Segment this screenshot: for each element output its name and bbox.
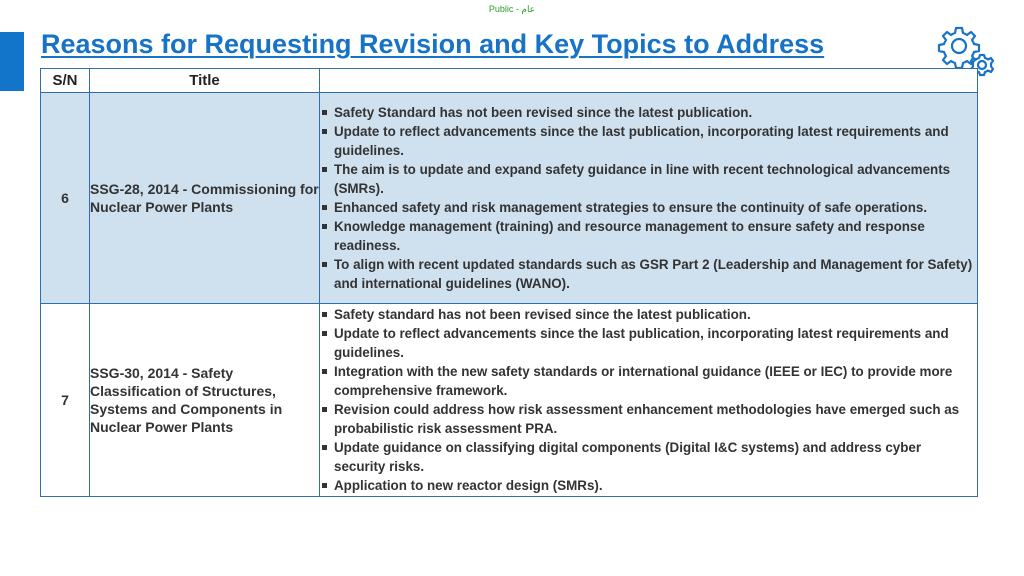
reasons-list [320,305,977,496]
row-sn: 7 [41,304,90,497]
revision-topics-table [40,68,978,497]
reason-item: To align with recent updated standards such as GSR Part 2 (Leadership and Management for Safety) and international guidelines (WANO). [334,255,975,293]
table-row [41,304,978,497]
reason-item: Enhanced safety and risk management strategies to ensure the continuity of safe operations. [334,198,975,217]
row-reasons [320,304,978,497]
table-header-row [41,69,978,93]
reason-item: Update to reflect advancements since the last publication, incorporating latest requirements and guidelines. [334,122,975,160]
page-title: Reasons for Requesting Revision and Key Topics to Address [41,29,825,59]
reasons-list [320,103,977,294]
accent-bar [0,32,24,91]
reason-item: Update guidance on classifying digital components (Digital I&C systems) and address cyber security risks. [334,438,975,476]
header-title: Title [90,69,320,93]
row-title: SSG-28, 2014 - Commissioning for Nuclear Power Plants [90,93,320,304]
reason-item: Update to reflect advancements since the last publication, incorporating latest requirements and guidelines. [334,324,975,362]
row-sn: 6 [41,93,90,304]
classification-label: Public - عام [488,4,536,14]
reason-item: Knowledge management (training) and resource management to ensure safety and response readiness. [334,217,975,255]
table-row [41,93,978,304]
row-reasons [320,93,978,304]
reason-item: Safety Standard has not been revised since the latest publication. [334,103,975,122]
reason-item: Revision could address how risk assessment enhancement methodologies have emerged such as probabilistic risk assessment PRA. [334,400,975,438]
header-reasons [320,69,978,93]
reason-item: Integration with the new safety standards or international guidance (IEEE or IEC) to provide more comprehensive framework. [334,362,975,400]
reason-item: Application to new reactor design (SMRs). [334,476,975,495]
row-title: SSG-30, 2014 - Safety Classification of Structures, Systems and Components in Nuclear Power Plants [90,304,320,497]
reason-item: The aim is to update and expand safety guidance in line with recent technological advancements (SMRs). [334,160,975,198]
reason-item: Safety standard has not been revised since the latest publication. [334,305,975,324]
header-sn: S/N [41,69,90,93]
